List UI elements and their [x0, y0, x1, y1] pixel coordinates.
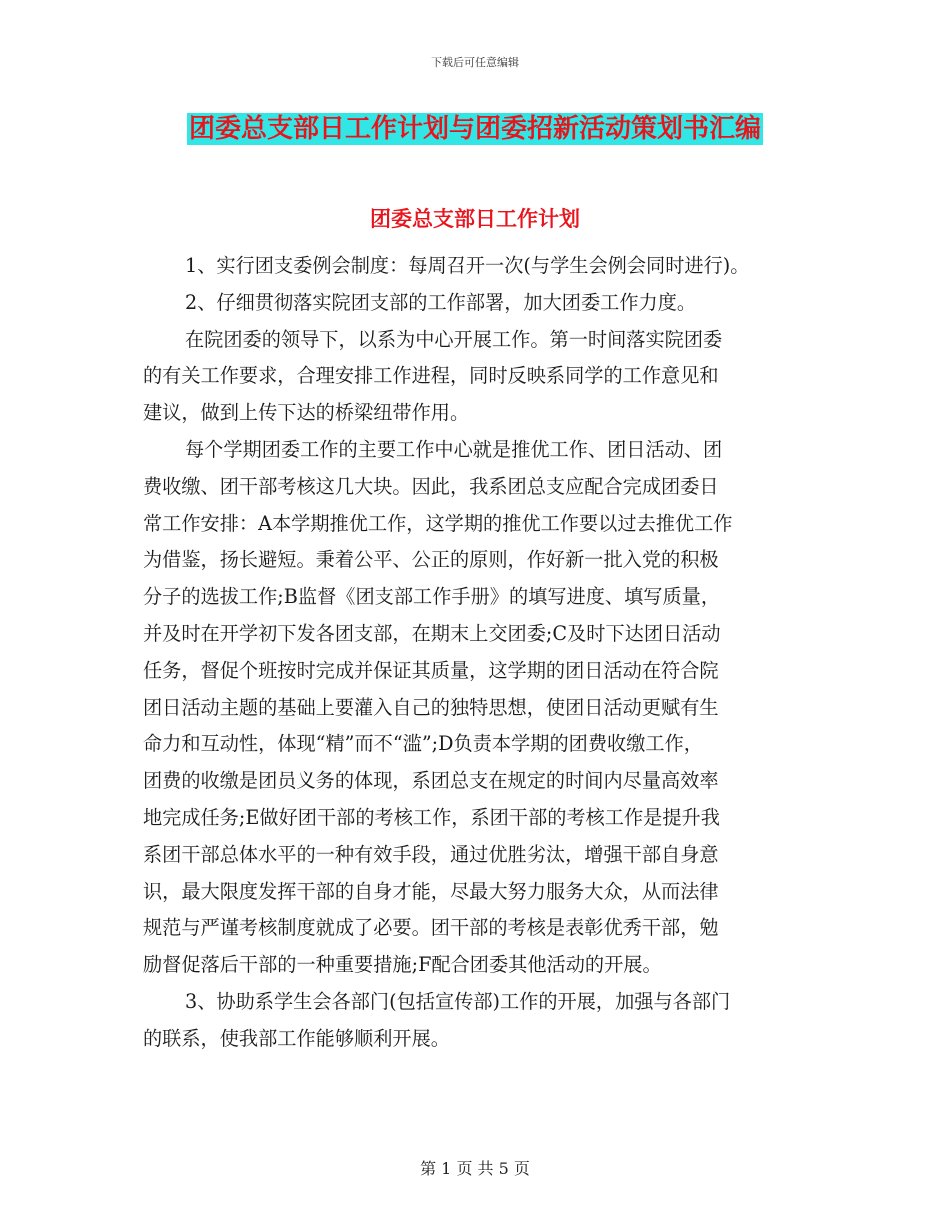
body-line: 地完成任务;E做好团干部的考核工作，系团干部的考核工作是提升我 — [143, 805, 720, 829]
document-body — [143, 248, 823, 1058]
body-line: 的联系，使我部工作能够顺利开展。 — [143, 1026, 450, 1050]
section-title: 团委总支部日工作计划 — [370, 207, 580, 231]
body-line: 建议，做到上传下达的桥梁纽带作用。 — [143, 401, 470, 425]
body-line: 的有关工作要求，合理安排工作进程，同时反映系同学的工作意见和 — [143, 364, 719, 388]
body-line: 在院团委的领导下，以系为中心开展工作。第一时间落实院团委 — [185, 327, 723, 351]
body-line: 团费的收缴是团员义务的体现，系团总支在规定的时间内尽量高效率 — [143, 769, 719, 793]
body-line: 每个学期团委工作的主要工作中心就是推优工作、团日活动、团 — [185, 437, 723, 461]
body-line: 3、协助系学生会各部门(包括宣传部)工作的开展，加强与各部门 — [185, 989, 731, 1013]
body-line: 命力和互动性，体现“精”而不“滥”;D负责本学期的团费收缴工作， — [143, 732, 703, 756]
body-line: 规范与严谨考核制度就成了必要。团干部的考核是表彰优秀干部，勉 — [143, 916, 719, 940]
document-title: 团委总支部日工作计划与团委招新活动策划书汇编 — [188, 114, 761, 144]
body-line: 1、实行团支委例会制度：每周召开一次(与学生会例会同时进行)。 — [185, 254, 750, 277]
body-line: 团日活动主题的基础上要灌入自己的独特思想，使团日活动更赋有生 — [143, 695, 719, 719]
body-line: 并及时在开学初下发各团支部，在期末上交团委;C及时下达团日活动 — [143, 621, 721, 645]
body-line: 费收缴、团干部考核这几大块。因此，我系团总支应配合完成团委日 — [143, 474, 719, 498]
body-line: 常工作安排：A本学期推优工作，这学期的推优工作要以过去推优工作 — [143, 511, 733, 535]
page-header: 下载后可任意编辑 — [431, 56, 519, 69]
body-line: 系团干部总体水平的一种有效手段，通过优胜劣汰，增强干部自身意 — [143, 842, 719, 866]
body-line: 励督促落后干部的一种重要措施;F配合团委其他活动的开展。 — [143, 953, 662, 977]
page-footer: 第 1 页 共 5 页 — [420, 1159, 530, 1178]
document-title-container — [0, 113, 950, 145]
body-line: 分子的选拔工作;B监督《团支部工作手册》的填写进度、填写质量， — [143, 585, 721, 609]
body-line: 为借鉴，扬长避短。秉着公平、公正的原则，作好新一批入党的积极 — [143, 548, 719, 572]
body-line: 任务，督促个班按时完成并保证其质量，这学期的团日活动在符合院 — [143, 658, 719, 682]
body-line: 2、仔细贯彻落实院团支部的工作部署，加大团委工作力度。 — [185, 290, 697, 314]
body-line: 识，最大限度发挥干部的自身才能，尽最大努力服务大众，从而法律 — [143, 879, 719, 903]
